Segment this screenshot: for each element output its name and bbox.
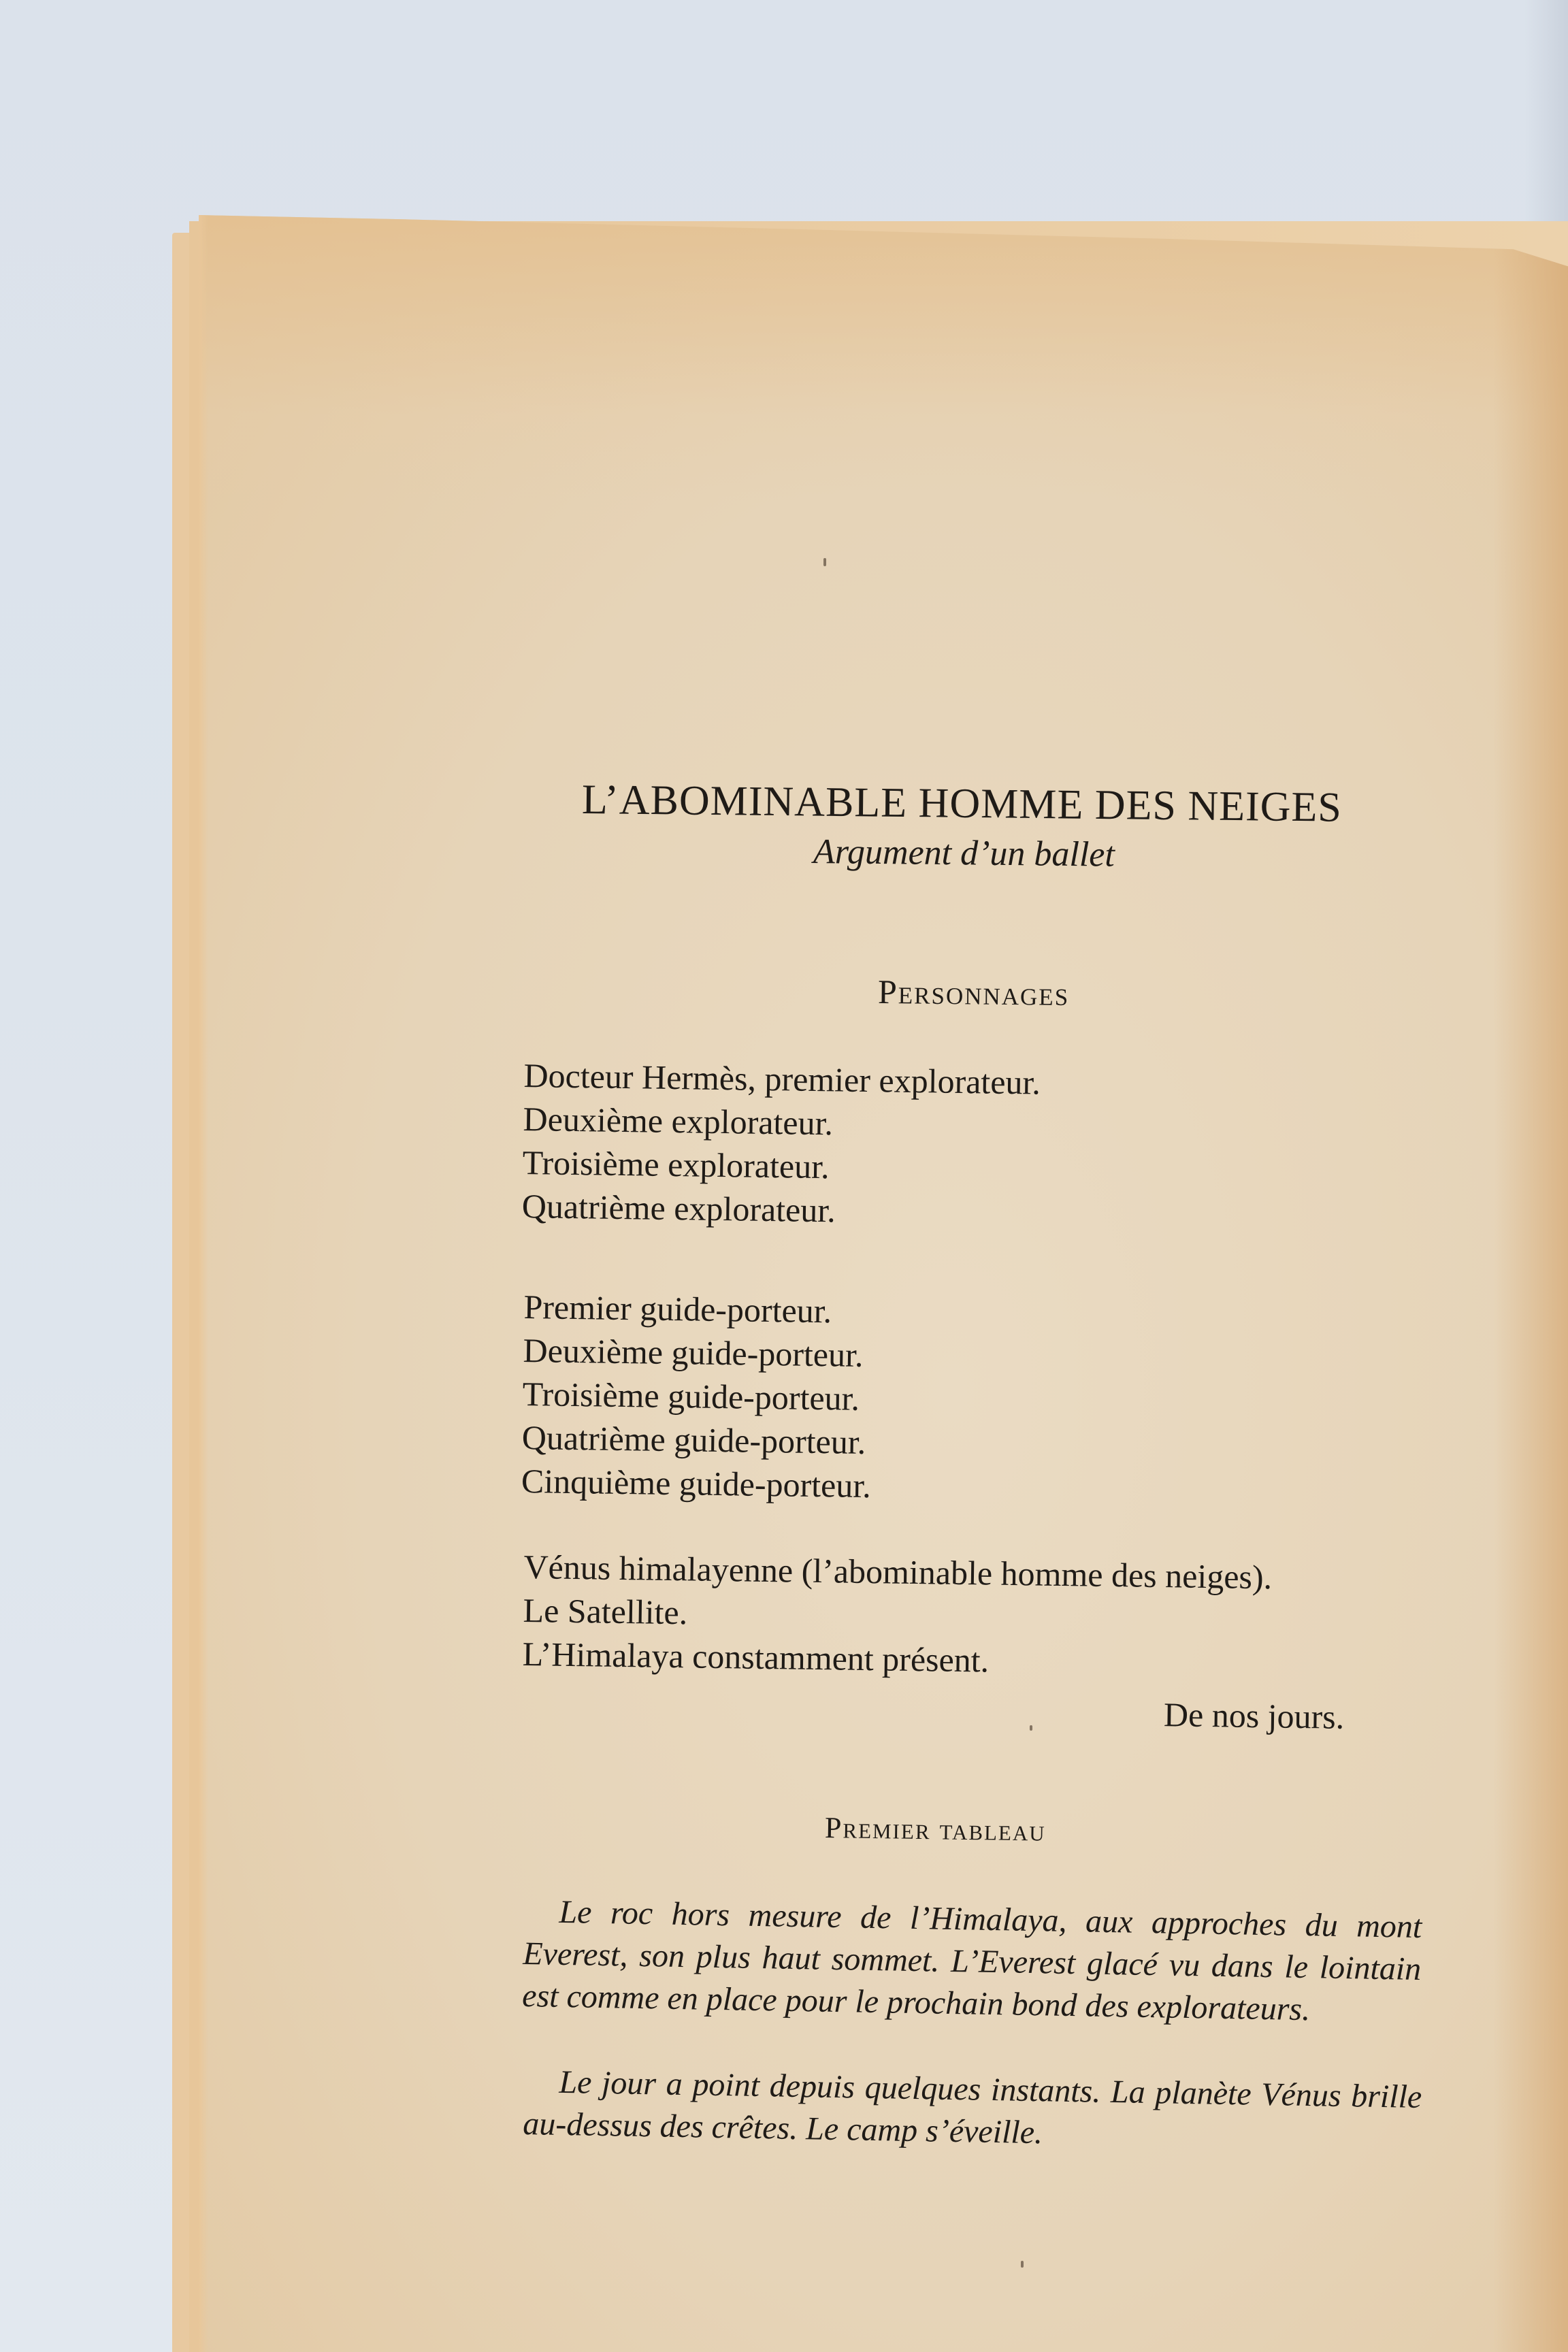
character-entry: Cinquième guide-porteur. xyxy=(521,1461,872,1505)
ballet-subtitle: Argument d’un ballet xyxy=(813,832,1115,875)
explorers-list xyxy=(521,1054,1041,1235)
page-deckled-edge xyxy=(199,215,208,2352)
character-entry: Quatrième explorateur. xyxy=(521,1186,836,1230)
stage-direction-text: Le jour a point depuis quelques instants. La planète Vénus brille au-dessus des crêtes. Le camp s’éveille. xyxy=(522,2063,1422,2151)
paper-speck xyxy=(823,558,826,566)
character-entry: Le Satellite. xyxy=(523,1590,688,1632)
ballet-title: L’ABOMINABLE HOMME DES NEIGES xyxy=(581,777,1343,831)
characters-heading: Personnages xyxy=(877,973,1070,1013)
character-entry: Troisième explorateur. xyxy=(522,1143,830,1186)
paper-speck xyxy=(1030,1725,1032,1731)
stage-direction-text: Le roc hors mesure de l’Himalaya, aux approches du mont Everest, son plus haut sommet. L’Everest glacé vu dans le lointain est comme en place pour le prochain bond des explorateurs. xyxy=(521,1893,1422,2028)
character-entry: Deuxième guide-porteur. xyxy=(523,1330,864,1374)
page-aging-top xyxy=(199,215,1568,501)
paper-speck xyxy=(1021,2261,1024,2268)
character-entry: Premier guide-porteur. xyxy=(523,1287,832,1330)
page-aging-right xyxy=(1493,215,1568,2352)
stage-direction-paragraph xyxy=(523,2061,1422,2161)
scene-heading: Premier tableau xyxy=(824,1811,1047,1848)
stage-direction-paragraph xyxy=(522,1891,1422,2033)
character-entry: Quatrième guide-porteur. xyxy=(521,1418,866,1462)
character-entry: Vénus himalayenne (l’abominable homme des neiges). xyxy=(523,1547,1273,1597)
character-entry: Deuxième explorateur. xyxy=(523,1099,834,1143)
character-entry: Troisième guide-porteur. xyxy=(522,1374,860,1418)
epoch-note: De nos jours. xyxy=(1163,1695,1345,1736)
porters-list xyxy=(521,1285,874,1507)
character-entry: L’Himalaya constamment présent. xyxy=(522,1634,990,1680)
other-characters-list xyxy=(522,1545,1272,1686)
character-entry: Docteur Hermès, premier explorateur. xyxy=(523,1056,1041,1102)
